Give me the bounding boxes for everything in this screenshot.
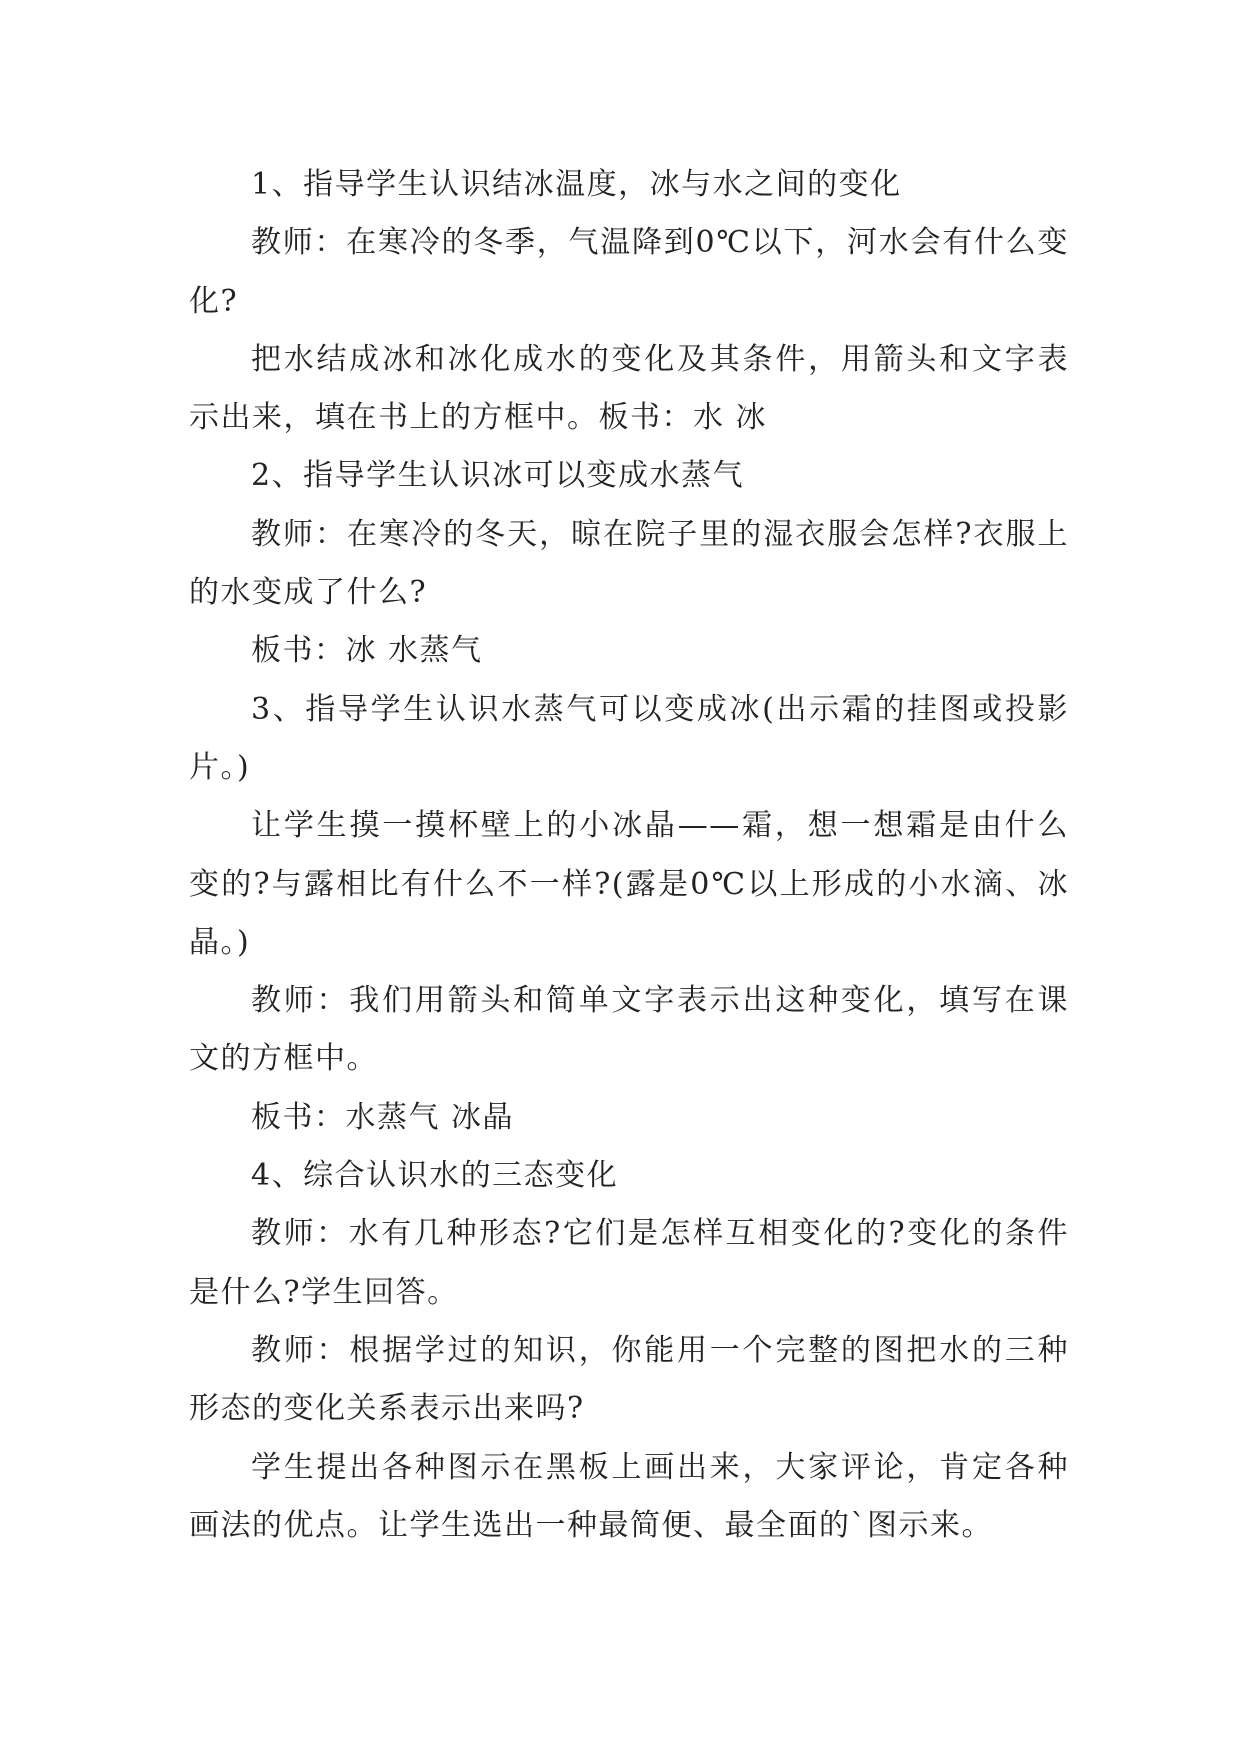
paragraph-teacher-instruction-3: 教师：我们用箭头和简单文字表示出这种变化，填写在课文的方框中。 (189, 983, 1069, 1077)
paragraph-section-4-heading: 4、综合认识水的三态变化 (251, 1158, 619, 1194)
paragraph-teacher-question-1: 教师：在寒冷的冬季，气温降到0℃以下，河水会有什么变化? (189, 225, 1069, 319)
paragraph-section-2-heading: 2、指导学生认识冰可以变成水蒸气 (251, 458, 745, 494)
paragraph-teacher-question-4: 教师：水有几种形态?它们是怎样互相变化的?变化的条件是什么?学生回答。 (189, 1216, 1069, 1310)
paragraph-student-activity: 学生提出各种图示在黑板上画出来，大家评论，肯定各种画法的优点。让学生选出一种最简便、最全面的`图示来。 (189, 1449, 1069, 1543)
paragraph-board-note-3: 板书：水蒸气 冰晶 (251, 1099, 515, 1135)
paragraph-teacher-question-5: 教师：根据学过的知识，你能用一个完整的图把水的三种形态的变化关系表示出来吗? (189, 1332, 1069, 1427)
document-body (189, 156, 1069, 1555)
paragraph-section-3-heading: 3、指导学生认识水蒸气可以变成冰(出示霜的挂图或投影片。) (189, 691, 1069, 785)
paragraph-frost-activity: 让学生摸一摸杯壁上的小冰晶——霜，想一想霜是由什么变的?与露相比有什么不一样?(露是0℃以上形成的小水滴、冰晶。) (189, 808, 1069, 960)
paragraph-teacher-question-2: 教师：在寒冷的冬天，晾在院子里的湿衣服会怎样?衣服上的水变成了什么? (189, 516, 1069, 611)
paragraph-instruction-1: 把水结成冰和冰化成水的变化及其条件，用箭头和文字表示出来，填在书上的方框中。板书：水 冰 (189, 341, 1069, 436)
paragraph-board-note-2: 板书：冰 水蒸气 (251, 633, 483, 669)
paragraph-section-1-heading: 1、指导学生认识结冰温度，冰与水之间的变化 (251, 167, 902, 202)
